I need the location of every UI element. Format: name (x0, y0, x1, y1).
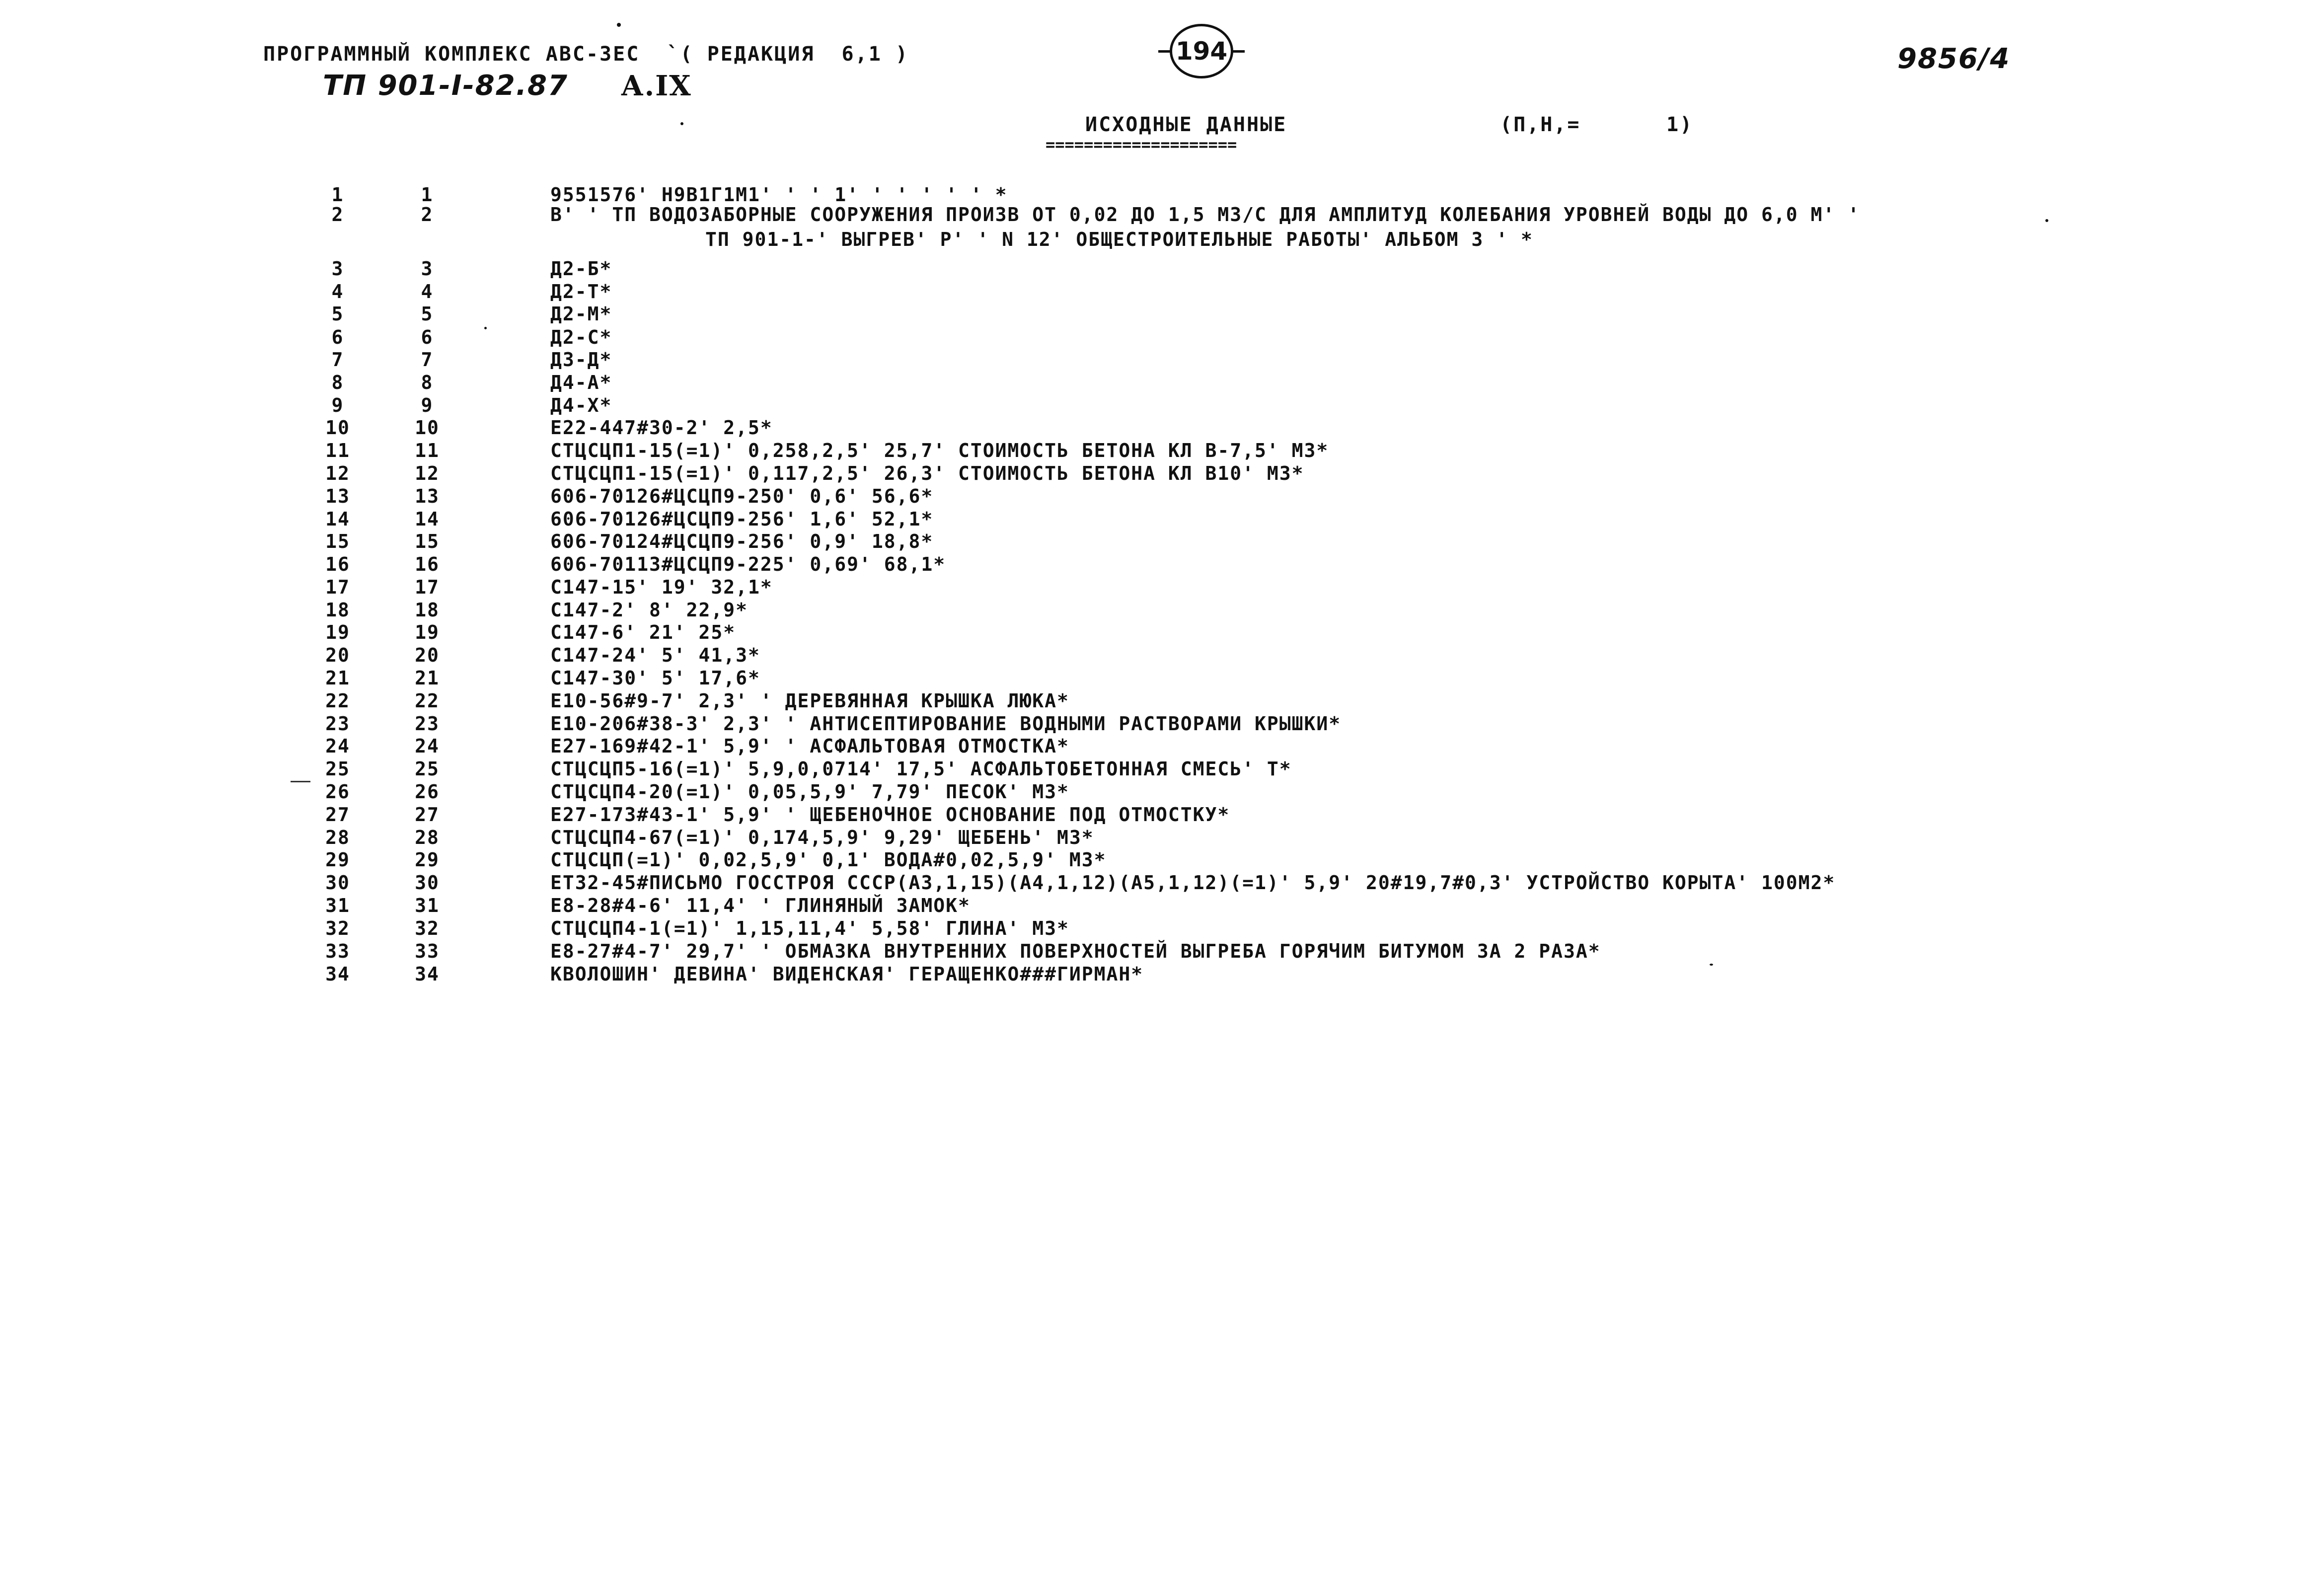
row-text: С147-6' 21' 25* (550, 621, 736, 643)
row-text: С147-2' 8' 22,9* (550, 599, 749, 621)
line-number: 11 (415, 440, 440, 461)
row-number: 32 (325, 917, 350, 939)
row-number: 25 (325, 758, 350, 780)
row-number: 15 (325, 530, 350, 552)
row-text: Е10-206#38-3' 2,3' ' АНТИСЕПТИРОВАНИЕ ВОДНЫМИ РАСТВОРАМИ КРЫШКИ* (550, 713, 1342, 735)
row-text: Д2-С* (550, 326, 612, 348)
row-text: КВОЛОШИН' ДЕВИНА' ВИДЕНСКАЯ' ГЕРАЩЕНКО###ГИРМАН* (550, 963, 1144, 985)
line-number: 15 (415, 530, 440, 552)
row-text: Е27-173#43-1' 5,9' ' ЩЕБЕНОЧНОЕ ОСНОВАНИЕ ПОД ОТМОСТКУ* (550, 804, 1230, 826)
row-text: 606-70124#ЦСЦП9-256' 0,9' 18,8* (550, 530, 934, 552)
row-text: Д4-Х* (550, 394, 612, 416)
row-number: 20 (325, 644, 350, 666)
row-number: 4 (331, 281, 344, 303)
line-number: 19 (415, 621, 440, 643)
line-number: 21 (415, 667, 440, 689)
row-text: С147-15' 19' 32,1* (550, 576, 773, 598)
row-number: 9 (331, 394, 344, 416)
row-number: 2 (331, 204, 344, 226)
row-text: СТЦСЦП5-16(=1)' 5,9,0,0714' 17,5' АСФАЛЬТОБЕТОННАЯ СМЕСЬ' Т* (550, 758, 1292, 780)
row-number: 22 (325, 690, 350, 712)
page-number-stamp: 194 (1170, 24, 1233, 78)
ink-dot (617, 23, 621, 27)
line-number: 12 (415, 462, 440, 484)
row-number: 8 (331, 372, 344, 393)
line-number: 10 (415, 417, 440, 439)
line-number: 26 (415, 781, 440, 803)
ink-dot (484, 327, 487, 329)
row-text: СТЦСЦП(=1)' 0,02,5,9' 0,1' ВОДА#0,02,5,9' М3* (550, 849, 1107, 871)
line-number: 20 (415, 644, 440, 666)
margin-tick (291, 781, 310, 782)
line-number: 8 (421, 372, 434, 393)
line-number: 34 (415, 963, 440, 985)
row-number: 5 (331, 303, 344, 325)
row-text: В' ' ТП ВОДОЗАБОРНЫЕ СООРУЖЕНИЯ ПРОИЗВ ОТ 0,02 ДО 1,5 М3/С ДЛЯ АМПЛИТУД КОЛЕБАНИЯ УРОВНЕЙ ВОДЫ ДО 6,0 М' ' (550, 204, 1861, 226)
line-number: 30 (415, 872, 440, 894)
row-text: 606-70113#ЦСЦП9-225' 0,69' 68,1* (550, 553, 946, 575)
row-number: 28 (325, 827, 350, 848)
line-number: 4 (421, 281, 434, 303)
line-number: 22 (415, 690, 440, 712)
line-number: 33 (415, 940, 440, 962)
line-number: 28 (415, 827, 440, 848)
row-text: Е8-27#4-7' 29,7' ' ОБМАЗКА ВНУТРЕННИХ ПОВЕРХНОСТЕЙ ВЫГРЕБА ГОРЯЧИМ БИТУМОМ ЗА 2 РАЗА* (550, 940, 1601, 962)
row-text: СТЦСЦП4-20(=1)' 0,05,5,9' 7,79' ПЕСОК' М3* (550, 781, 1069, 803)
row-number: 26 (325, 781, 350, 803)
row-text: Е22-447#30-2' 2,5* (550, 417, 773, 439)
row-number: 29 (325, 849, 350, 871)
row-text: Д3-Д* (550, 349, 612, 371)
row-text: Е10-56#9-7' 2,3' ' ДЕРЕВЯННАЯ КРЫШКА ЛЮКА* (550, 690, 1069, 712)
row-text: Е27-169#42-1' 5,9' ' АСФАЛЬТОВАЯ ОТМОСТКА* (550, 735, 1069, 757)
section-title-underline: ==================== (1046, 135, 1237, 154)
row-number: 27 (325, 804, 350, 826)
ink-dot (680, 122, 683, 125)
row-number: 12 (325, 462, 350, 484)
row-number: 23 (325, 713, 350, 735)
album-label: А.IX (621, 70, 692, 102)
row-number: 11 (325, 440, 350, 461)
row-text: Д2-Т* (550, 281, 612, 303)
line-number: 32 (415, 917, 440, 939)
line-number: 18 (415, 599, 440, 621)
row-number: 33 (325, 940, 350, 962)
row-number: 1 (331, 184, 344, 206)
line-number: 24 (415, 735, 440, 757)
row-text: С147-24' 5' 41,3* (550, 644, 760, 666)
row-number: 7 (331, 349, 344, 371)
line-number: 31 (415, 895, 440, 916)
program-header: ПРОГРАММНЫЙ КОМПЛЕКС АВС-3ЕС `( РЕДАКЦИЯ 6,1 ) (263, 43, 909, 66)
row-text: ЕТ32-45#ПИСЬМО ГОССТРОЯ СССР(А3,1,15)(А4,1,12)(А5,1,12)(=1)' 5,9' 20#19,7#0,3' УСТРОЙСТВО КОРЫТА' 100М2* (550, 872, 1836, 894)
row-text: Д2-Б* (550, 258, 612, 280)
line-number: 1 (421, 184, 434, 206)
row-text: СТЦСЦП4-1(=1)' 1,15,11,4' 5,58' ГЛИНА' М3* (550, 917, 1069, 939)
row-number: 13 (325, 485, 350, 507)
row-text: Е8-28#4-6' 11,4' ' ГЛИНЯНЫЙ ЗАМОК* (550, 895, 971, 916)
row-number: 31 (325, 895, 350, 916)
line-number: 5 (421, 303, 434, 325)
row-number: 3 (331, 258, 344, 280)
section-title: ИСХОДНЫЕ ДАННЫЕ (1085, 113, 1287, 136)
page-field-label: (П,Н,= (1500, 113, 1581, 136)
row-text: СТЦСЦП1-15(=1)' 0,258,2,5' 25,7' СТОИМОСТЬ БЕТОНА КЛ В-7,5' М3* (550, 440, 1329, 461)
row-number: 16 (325, 553, 350, 575)
row-number: 24 (325, 735, 350, 757)
row-number: 34 (325, 963, 350, 985)
row-text: СТЦСЦП4-67(=1)' 0,174,5,9' 9,29' ЩЕБЕНЬ' М3* (550, 827, 1094, 848)
row-text: Д2-М* (550, 303, 612, 325)
row-number: 21 (325, 667, 350, 689)
row-text: Д4-А* (550, 372, 612, 393)
ink-dot (1710, 964, 1713, 966)
row-number: 30 (325, 872, 350, 894)
line-number: 9 (421, 394, 434, 416)
line-number: 13 (415, 485, 440, 507)
line-number: 23 (415, 713, 440, 735)
row-number: 14 (325, 508, 350, 530)
row-number: 17 (325, 576, 350, 598)
line-number: 3 (421, 258, 434, 280)
line-number: 17 (415, 576, 440, 598)
line-number: 6 (421, 326, 434, 348)
line-number: 7 (421, 349, 434, 371)
row-2-continuation: ТП 901-1-' ВЫГРЕВ' Р' ' N 12' ОБЩЕСТРОИТЕЛЬНЫЕ РАБОТЫ' АЛЬБОМ 3 ' * (705, 228, 1533, 250)
row-number: 10 (325, 417, 350, 439)
row-number: 18 (325, 599, 350, 621)
row-number: 6 (331, 326, 344, 348)
line-number: 16 (415, 553, 440, 575)
row-text: 606-70126#ЦСЦП9-256' 1,6' 52,1* (550, 508, 934, 530)
line-number: 27 (415, 804, 440, 826)
project-code: ТП 901-I-82.87 (323, 70, 568, 102)
row-text: СТЦСЦП1-15(=1)' 0,117,2,5' 26,3' СТОИМОСТЬ БЕТОНА КЛ В10' М3* (550, 462, 1304, 484)
row-text: С147-30' 5' 17,6* (550, 667, 760, 689)
row-text: 606-70126#ЦСЦП9-250' 0,6' 56,6* (550, 485, 934, 507)
line-number: 29 (415, 849, 440, 871)
row-number: 19 (325, 621, 350, 643)
page-field-value: 1) (1666, 113, 1694, 136)
line-number: 14 (415, 508, 440, 530)
doc-number: 9856/4 (1897, 43, 2011, 75)
line-number: 2 (421, 204, 434, 226)
ink-dot (2045, 219, 2048, 222)
row-text: 9551576' Н9В1Г1М1' ' ' 1' ' ' ' ' ' * (550, 184, 1008, 206)
line-number: 25 (415, 758, 440, 780)
